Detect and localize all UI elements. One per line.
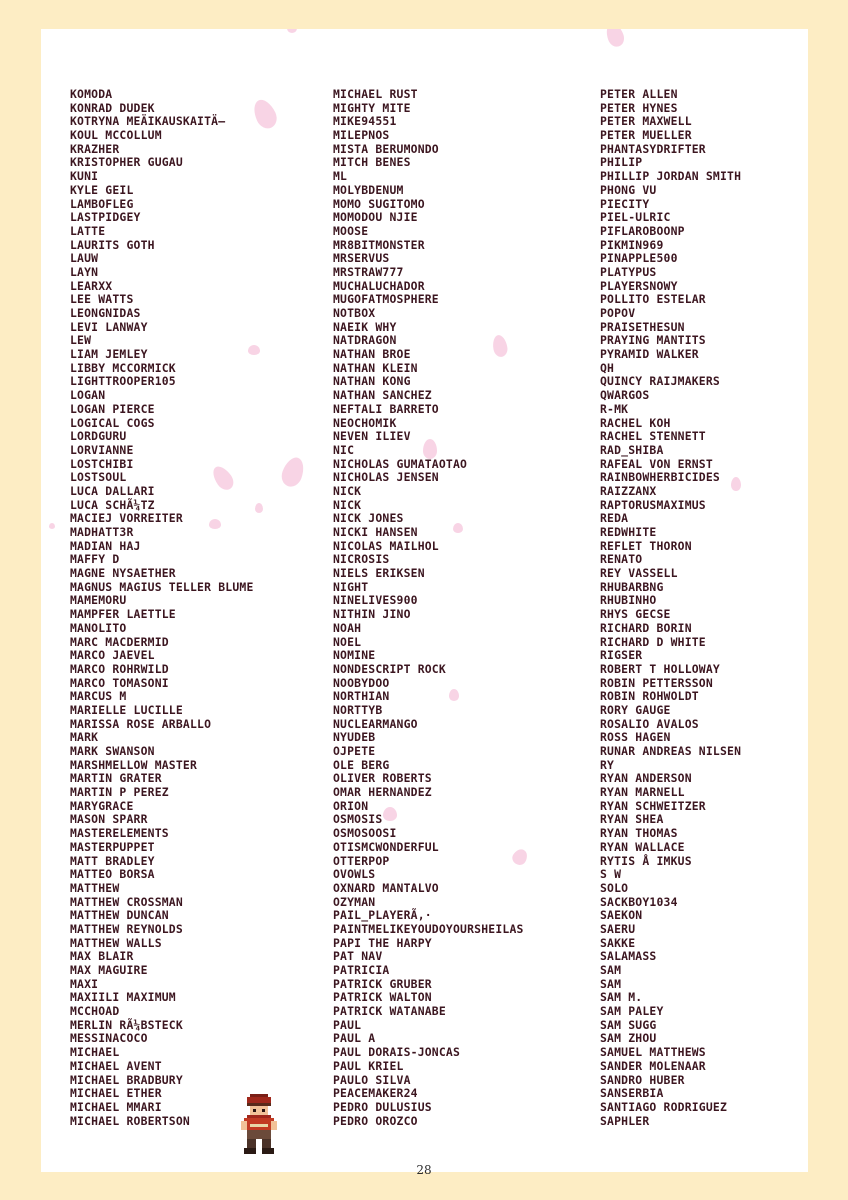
credit-name: RUNAR ANDREAS NILSEN [600,744,742,758]
credit-name: RYAN MARNELL [600,785,685,800]
credit-name: PIECITY [600,196,650,211]
credit-name: NORTHIAN [333,689,390,704]
credit-name: NIELS ERIKSEN [333,566,425,581]
credit-name: SANDRO HUBER [600,1072,685,1087]
credit-name: OZYMAN [333,894,376,909]
credit-name: PHANTASYDRIFTER [600,141,706,156]
credit-name: LOSTSOUL [70,470,127,485]
credit-name: MARYGRACE [70,798,134,813]
credit-name: MICHAEL RUST [333,87,418,101]
credit-name: SALAMASS [600,949,657,964]
credit-name: PATRICK WALTON [333,990,432,1005]
credit-name: KOTRYNA MEÄIKAUSKAITÄ— [70,114,226,129]
credit-name: SAKKE [600,935,636,950]
credit-name: MILEPNOS [333,128,390,143]
credit-name: MANOLITO [70,620,127,635]
credit-name: RYAN SHEA [600,812,664,827]
credit-name: OMAR HERNANDEZ [333,785,432,800]
credit-name: MAGNUS MAGIUS TELLER BLUME [70,579,254,594]
credit-name: QUINCY RAIJMAKERS [600,374,720,389]
credits-page [41,29,808,1172]
credit-name: NATDRAGON [333,333,397,348]
credit-name: PAUL A [333,1031,376,1046]
credit-name: ROBIN PETTERSSON [600,675,713,690]
credit-name: RAD_SHIBA [600,442,664,457]
credit-name: PLATYPUS [600,264,657,279]
credit-name: SANTIAGO RODRIGUEZ [600,1099,728,1114]
petal-icon [49,523,55,529]
credit-name: MATTHEW [70,880,120,895]
credit-name: SAM [600,963,622,977]
credit-name: RYAN SCHWEITZER [600,798,706,813]
credit-name: NONDESCRIPT ROCK [333,661,446,676]
credit-name: MASTERELEMENTS [70,826,169,841]
page-number: 28 [416,1163,432,1177]
credit-name: MERLIN RÃ¼BSTECK [70,1017,183,1032]
petal-icon [287,29,297,33]
credits-column-1 [70,88,254,1128]
credit-name: PIKMIN969 [600,237,664,252]
credit-name: NATHAN KLEIN [333,360,418,375]
credit-name: MAMEMORU [70,593,127,608]
credit-name: LORDGURU [70,429,127,444]
credit-name: NICOLAS MAILHOL [333,538,439,553]
credit-name: MAXI [70,976,99,991]
credit-name: PETER HYNES [600,100,678,115]
petal-icon [603,29,626,49]
credit-name: MAGNE NYSAETHER [70,566,176,581]
credit-name: MUCHALUCHADOR [333,278,425,293]
credit-name: RYAN THOMAS [600,826,678,841]
credit-name: RIGSER [600,648,643,663]
credit-name: RICHARD D WHITE [600,634,706,649]
credit-name: MARK [70,730,99,745]
credit-name: NAEIK WHY [333,319,397,334]
credit-name: ROBIN ROHWOLDT [600,689,699,704]
credit-name: LAYN [70,264,99,279]
credit-name: MIKE94551 [333,114,397,129]
credit-name: OJPETE [333,744,376,758]
credit-name: MICHAEL BRADBURY [70,1072,183,1087]
credit-name: PETER MAXWELL [600,114,692,129]
credit-name: RHUBINHO [600,593,657,608]
credit-name: PEACEMAKER24 [333,1086,418,1101]
credit-name: MICHAEL ROBERTSON [70,1113,190,1128]
credit-name: PLAYERSNOWY [600,278,678,293]
credit-name: MARCUS M [70,689,127,704]
credit-name: SAM M. [600,990,643,1005]
credit-name: KONRAD DUDEK [70,100,155,115]
credit-name: RICHARD BORIN [600,620,692,635]
credit-name: LOGICAL COGS [70,415,155,430]
credit-name: MOMO SUGITOMO [333,196,425,211]
credit-name: MATTHEW CROSSMAN [70,894,183,909]
credit-name: MADHATT3R [70,525,134,539]
credit-name: ORION [333,798,369,813]
credit-name: PAIL_PLAYERÃ,· [333,908,432,923]
credit-name: MARIELLE LUCILLE [70,702,183,717]
credit-name: RACHEL KOH [600,415,671,430]
credit-name: MAX MAGUIRE [70,963,148,977]
credit-name: SACKBOY1034 [600,894,678,909]
credit-name: LIAM JEMLEY [70,347,148,362]
credit-name: OLIVER ROBERTS [333,771,432,786]
credit-name: ROSALIO AVALOS [600,716,699,731]
credit-name: LAMBOFLEG [70,196,134,211]
credit-name: MATTEO BORSA [70,867,155,882]
credit-name: ROBERT T HOLLOWAY [600,661,720,676]
credit-name: OTTERPOP [333,853,390,868]
credit-name: PIFLAROBOONP [600,223,685,238]
credit-name: RAFEAL VON ERNST [600,456,713,471]
credit-name: NEFTALI BARRETO [333,401,439,416]
credit-name: RHUBARBNG [600,579,664,594]
credit-name: OVOWLS [333,867,376,882]
credit-name: MARC MACDERMID [70,634,169,649]
credit-name: MATTHEW DUNCAN [70,908,169,923]
credit-name: NOMINE [333,648,376,663]
credit-name: NOOBYDOO [333,675,390,690]
credit-name: LOSTCHIBI [70,456,134,471]
credit-name: SAM [600,976,622,991]
credit-name: SAM ZHOU [600,1031,657,1046]
credit-name: OLE BERG [333,757,390,772]
credit-name: LUCA SCHÃ¼TZ [70,497,155,512]
credit-name: MAX BLAIR [70,949,134,964]
credit-name: RAINBOWHERBICIDES [600,470,720,485]
credit-name: RENATO [600,552,643,567]
credit-name: NEVEN ILIEV [333,429,411,444]
credit-name: MATT BRADLEY [70,853,155,868]
credit-name: RYAN ANDERSON [600,771,692,786]
credit-name: KOUL MCCOLLUM [70,128,162,143]
credit-name: MASON SPARR [70,812,148,827]
credit-name: MCCHOAD [70,1004,120,1019]
pixel-character-sprite-icon [238,1094,280,1154]
petal-icon [255,503,263,513]
credit-name: MICHAEL [70,1045,120,1060]
credit-name: PHILLIP JORDAN SMITH [600,169,742,184]
credit-name: KRAZHER [70,141,120,156]
credit-name: MATTHEW REYNOLDS [70,921,183,936]
credits-column-3 [600,88,741,1128]
credit-name: MICHAEL ETHER [70,1086,162,1101]
credit-name: LEE WATTS [70,292,134,307]
credit-name: LEW [70,333,92,348]
credit-name: MARISSA ROSE ARBALLO [70,716,212,731]
credit-name: NICK [333,483,362,498]
credit-name: NINELIVES900 [333,593,418,608]
credit-name: KRISTOPHER GUGAU [70,155,183,170]
credit-name: LOGAN PIERCE [70,401,155,416]
credit-name: NYUDEB [333,730,376,745]
credit-name: REFLET THORON [600,538,692,553]
credit-name: MARTIN P PEREZ [70,785,169,800]
credit-name: MASTERPUPPET [70,839,155,854]
credit-name: PEDRO DULUSIUS [333,1099,432,1114]
credit-name: NICKI HANSEN [333,525,418,539]
credit-name: PEDRO OROZCO [333,1113,418,1128]
credit-name: LEONGNIDAS [70,306,141,320]
credit-name: RY [600,757,615,772]
credit-name: RHYS GECSE [600,607,671,622]
credit-name: OXNARD MANTALVO [333,880,439,895]
credit-name: SAEKON [600,908,643,923]
credit-name: PAUL DORAIS-JONCAS [333,1045,461,1060]
credit-name: PAPI THE HARPY [333,935,432,950]
credit-name: MUGOFATMOSPHERE [333,292,439,307]
credit-name: KOMODA [70,87,113,101]
credit-name: MACIEJ VORREITER [70,511,183,526]
credit-name: PAUL [333,1017,362,1032]
credit-name: MITCH BENES [333,155,411,170]
credit-name: MISTA BERUMONDO [333,141,439,156]
credit-name: PATRICK WATANABE [333,1004,446,1019]
credit-name: MATTHEW WALLS [70,935,162,950]
credit-name: MARSHMELLOW MASTER [70,757,198,772]
credit-name: MR8BITMONSTER [333,237,425,252]
credit-name: MAMPFER LAETTLE [70,607,176,622]
credit-name: RORY GAUGE [600,702,671,717]
credit-name: OSMOSIS [333,812,383,827]
credit-name: PHILIP [600,155,643,170]
credit-name: KYLE GEIL [70,182,134,197]
credit-name: NATHAN SANCHEZ [333,388,432,403]
credit-name: REDWHITE [600,525,657,539]
petal-icon [250,96,281,132]
credit-name: QH [600,360,615,375]
credit-name: NOEL [333,634,362,649]
credit-name: PAT NAV [333,949,383,964]
credit-name: POLLITO ESTELAR [600,292,706,307]
credit-name: MOOSE [333,223,369,238]
credit-name: NOAH [333,620,362,635]
credit-name: NOTBOX [333,306,376,320]
credit-name: RYTIS Å IMKUS [600,853,692,868]
credit-name: NICK [333,497,362,512]
credit-name: LORVIANNE [70,442,134,457]
credit-name: MOLYBDENUM [333,182,404,197]
credit-name: PINAPPLE500 [600,251,678,266]
credit-name: MOMODOU NJIE [333,210,418,225]
credit-name: NICK JONES [333,511,404,526]
credit-name: POPOV [600,306,636,320]
credit-name: REY VASSELL [600,566,678,581]
credit-name: NICROSIS [333,552,390,567]
credit-name: MIGHTY MITE [333,100,411,115]
credit-name: SAMUEL MATTHEWS [600,1045,706,1060]
credit-name: NATHAN BROE [333,347,411,362]
credit-name: MADIAN HAJ [70,538,141,553]
credit-name: NUCLEARMANGO [333,716,418,731]
credits-column-2 [333,88,524,1128]
credit-name: MRSTRAW777 [333,264,404,279]
credit-name: MARCO JAEVEL [70,648,155,663]
credit-name: R-MK [600,401,629,416]
credit-name: RAIZZANX [600,483,657,498]
credit-name: LAURITS GOTH [70,237,155,252]
credit-name: LEARXX [70,278,113,293]
credit-name: LIGHTTROOPER105 [70,374,176,389]
credit-name: MESSINACOCO [70,1031,148,1046]
credit-name: PETER MUELLER [600,128,692,143]
credit-name: MARCO TOMASONI [70,675,169,690]
credit-name: SAM SUGG [600,1017,657,1032]
credit-name: NITHIN JINO [333,607,411,622]
credit-name: OSMOSOOSI [333,826,397,841]
credit-name: NORTTYB [333,702,383,717]
credit-name: NIGHT [333,579,369,594]
credit-name: SAM PALEY [600,1004,664,1019]
credit-name: MAXIILI MAXIMUM [70,990,176,1005]
credit-name: RYAN WALLACE [600,839,685,854]
credit-name: PAINTMELIKEYOUDOYOURSHEILAS [333,921,524,936]
credit-name: S W [600,867,622,882]
credit-name: NEOCHOMIK [333,415,397,430]
credit-name: RAPTORUSMAXIMUS [600,497,706,512]
credit-name: SANDER MOLENAAR [600,1058,706,1073]
credit-name: REDA [600,511,629,526]
credit-name: ROSS HAGEN [600,730,671,745]
petal-icon [278,454,307,489]
credit-name: PRAYING MANTITS [600,333,706,348]
credit-name: PYRAMID WALKER [600,347,699,362]
credit-name: LIBBY MCCORMICK [70,360,176,375]
credit-name: MAFFY D [70,552,120,567]
credit-name: NICHOLAS JENSEN [333,470,439,485]
credit-name: SAPHLER [600,1113,650,1128]
credit-name: LEVI LANWAY [70,319,148,334]
credit-name: LATTE [70,223,106,238]
credit-name: MICHAEL AVENT [70,1058,162,1073]
credit-name: LOGAN [70,388,106,403]
credit-name: OTISMCWONDERFUL [333,839,439,854]
credit-name: PATRICIA [333,963,390,977]
credit-name: MRSERVUS [333,251,390,266]
credit-name: NATHAN KONG [333,374,411,389]
credit-name: SANSERBIA [600,1086,664,1101]
credit-name: PAULO SILVA [333,1072,411,1087]
credit-name: PAUL KRIEL [333,1058,404,1073]
credit-name: LASTPIDGEY [70,210,141,225]
credit-name: MARK SWANSON [70,744,155,758]
credit-name: PETER ALLEN [600,87,678,101]
credit-name: MARCO ROHRWILD [70,661,169,676]
credit-name: LUCA DALLARI [70,483,155,498]
credit-name: RACHEL STENNETT [600,429,706,444]
credit-name: PRAISETHESUN [600,319,685,334]
credit-name: ML [333,169,348,184]
credit-name: MARTIN GRATER [70,771,162,786]
credit-name: PHONG VU [600,182,657,197]
credit-name: QWARGOS [600,388,650,403]
credit-name: LAUW [70,251,99,266]
credit-name: NICHOLAS GUMATAOTAO [333,456,468,471]
credit-name: PIEL-ULRIC [600,210,671,225]
credit-name: KUNI [70,169,99,184]
credit-name: SAERU [600,921,636,936]
credit-name: PATRICK GRUBER [333,976,432,991]
credit-name: NIC [333,442,355,457]
credit-name: SOLO [600,880,629,895]
credit-name: MICHAEL MMARI [70,1099,162,1114]
